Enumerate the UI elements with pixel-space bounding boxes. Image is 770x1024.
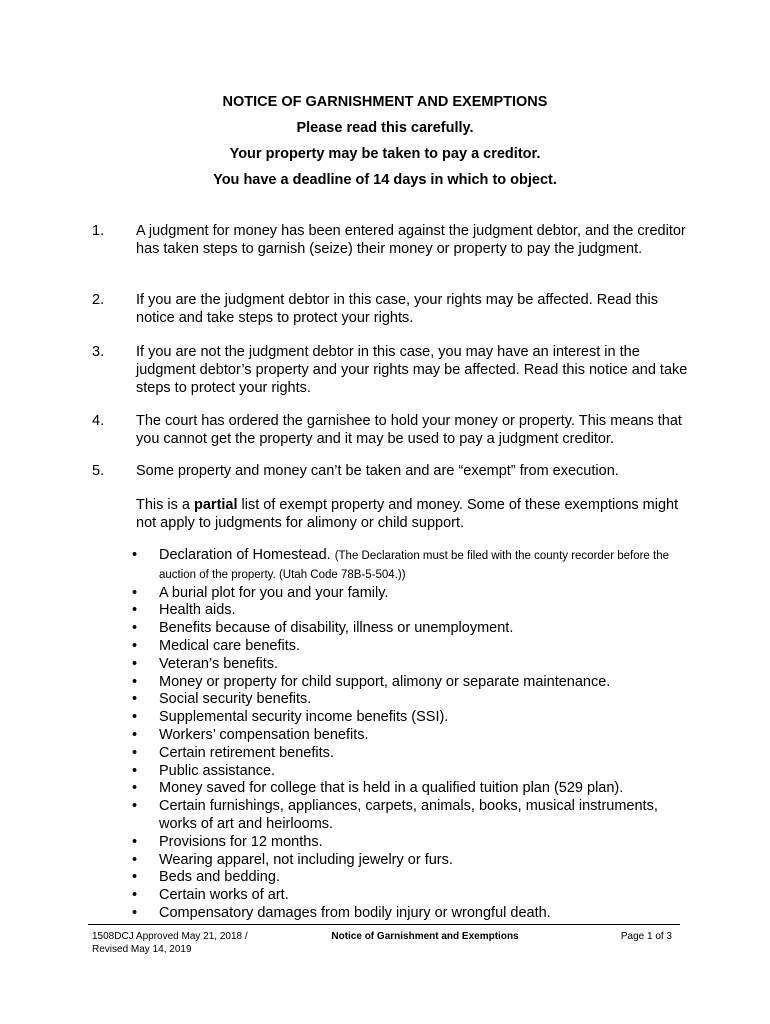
exemption-item xyxy=(132,691,692,709)
bullet-icon: • xyxy=(132,637,138,654)
item-text: Some property and money can’t be taken and are “exempt” from execution. xyxy=(136,463,619,479)
bullet-icon: • xyxy=(132,602,138,619)
bullet-icon: • xyxy=(132,620,138,637)
partial-list-intro xyxy=(136,496,692,532)
document-title: NOTICE OF GARNISHMENT AND EXEMPTIONS xyxy=(222,94,548,110)
intro-text-after: list of exempt property and money. Some of these exemptions might not apply to judgments for alimony or child support. xyxy=(136,497,679,531)
bullet-icon: • xyxy=(132,673,138,690)
item-text: The court has ordered the garnishee to hold your money or property. This means that you cannot get the property and it may be used to pay a judgment creditor. xyxy=(136,413,682,447)
exemption-text: Money or property for child support, alimony or separate maintenance. xyxy=(159,673,611,690)
exemption-text: Public assistance. xyxy=(159,762,276,779)
subtitle-property-taken: Your property may be taken to pay a creditor. xyxy=(229,146,541,162)
bullet-icon: • xyxy=(132,833,138,850)
bullet-icon: • xyxy=(132,887,138,904)
numbered-item-1 xyxy=(92,222,692,258)
item-number: 5. xyxy=(92,463,105,479)
bullet-icon: • xyxy=(132,584,138,601)
exemption-item xyxy=(132,869,692,887)
bullet-icon: • xyxy=(132,726,138,743)
footer-revised-line: Revised May 14, 2019 xyxy=(92,944,192,955)
exemption-text: Benefits because of disability, illness or unemployment. xyxy=(159,620,514,637)
intro-bold-word: partial xyxy=(194,497,238,513)
exemption-text: Workers’ compensation benefits. xyxy=(159,726,369,743)
bullet-icon: • xyxy=(132,780,138,797)
exemption-item xyxy=(132,620,692,638)
exemption-text: Veteran’s benefits. xyxy=(159,655,279,672)
numbered-item-4 xyxy=(92,412,692,448)
item-text: If you are not the judgment debtor in this case, you may have an interest in the judgment debtor’s property and your rights may be affected. Read this notice and take steps to protect your rights. xyxy=(136,344,688,396)
item-number: 2. xyxy=(92,292,105,308)
item-text: If you are the judgment debtor in this case, your rights may be affected. Read this notice and take steps to protect your rights. xyxy=(136,292,659,326)
item-text: A judgment for money has been entered against the judgment debtor, and the creditor has taken steps to garnish (seize) their money or property to pay the judgment. xyxy=(136,223,686,257)
footer-form-info xyxy=(92,930,292,956)
exemption-text: Wearing apparel, not including jewelry or furs. xyxy=(159,851,453,868)
footer-divider xyxy=(88,924,680,925)
exemption-item xyxy=(132,638,692,656)
exemption-item xyxy=(132,798,692,834)
bullet-icon: • xyxy=(132,691,138,708)
exemption-item xyxy=(132,656,692,674)
exemption-item xyxy=(132,834,692,852)
exemption-text: Declaration of Homestead. xyxy=(159,547,335,563)
bullet-icon: • xyxy=(132,547,138,563)
exemption-item xyxy=(132,727,692,745)
bullet-icon: • xyxy=(132,655,138,672)
exemption-text: A burial plot for you and your family. xyxy=(159,584,389,601)
subtitle-read-carefully: Please read this carefully. xyxy=(296,120,474,136)
bullet-icon: • xyxy=(132,762,138,779)
bullet-icon: • xyxy=(132,851,138,868)
exemption-item xyxy=(132,780,692,798)
exemption-note: (The Declaration must be filed with the county recorder before the auction of the property. (Utah Code 78B-5-504.)) xyxy=(159,550,670,581)
exemption-item xyxy=(132,709,692,727)
item-number: 4. xyxy=(92,413,105,429)
exemption-text: Certain retirement benefits. xyxy=(159,744,334,761)
exemption-item xyxy=(132,887,692,905)
exemption-text: Health aids. xyxy=(159,602,236,619)
exemption-list xyxy=(132,547,692,923)
numbered-item-3 xyxy=(92,343,692,397)
exemption-text: Medical care benefits. xyxy=(159,637,301,654)
numbered-item-5 xyxy=(92,462,692,480)
exemption-text: Certain furnishings, appliances, carpets, animals, books, musical instruments, works of art and heirlooms. xyxy=(159,798,658,832)
item-number: 3. xyxy=(92,344,105,360)
exemption-text: Compensatory damages from bodily injury or wrongful death. xyxy=(159,904,551,921)
bullet-icon: • xyxy=(132,904,138,921)
exemption-item xyxy=(132,674,692,692)
numbered-item-2 xyxy=(92,291,692,327)
bullet-icon: • xyxy=(132,709,138,726)
exemption-text: Provisions for 12 months. xyxy=(159,833,323,850)
footer-document-name: Notice of Garnishment and Exemptions xyxy=(331,931,519,942)
footer-approval-line: 1508DCJ Approved May 21, 2018 / xyxy=(92,931,248,942)
intro-text-before: This is a xyxy=(136,497,195,513)
exemption-item xyxy=(132,852,692,870)
bullet-icon: • xyxy=(132,798,138,815)
exemption-text: Certain works of art. xyxy=(159,887,289,904)
exemption-item xyxy=(132,905,692,923)
exemption-item xyxy=(132,585,692,603)
exemption-item xyxy=(132,602,692,620)
subtitle-deadline: You have a deadline of 14 days in which to object. xyxy=(213,172,557,188)
exemption-text: Supplemental security income benefits (SSI). xyxy=(159,709,449,726)
exemption-text: Social security benefits. xyxy=(159,691,312,708)
exemption-item xyxy=(132,745,692,763)
exemption-text: Money saved for college that is held in a qualified tuition plan (529 plan). xyxy=(159,780,624,797)
exemption-text: Beds and bedding. xyxy=(159,869,280,886)
exemption-item xyxy=(132,547,692,585)
item-number: 1. xyxy=(92,223,105,239)
footer-page-number: Page 1 of 3 xyxy=(620,931,672,942)
exemption-item xyxy=(132,763,692,781)
bullet-icon: • xyxy=(132,869,138,886)
bullet-icon: • xyxy=(132,744,138,761)
